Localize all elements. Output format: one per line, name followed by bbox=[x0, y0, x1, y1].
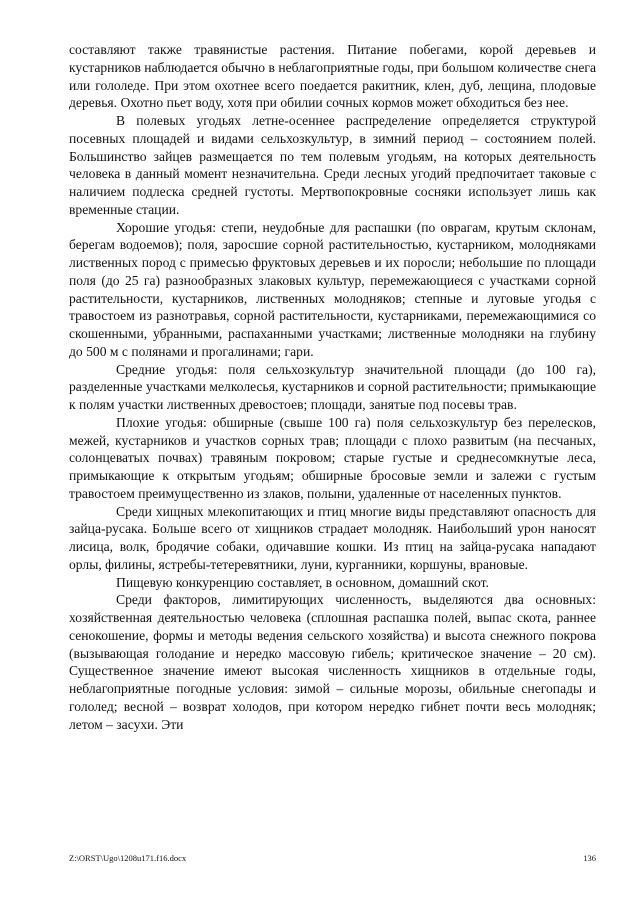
paragraph-limiting-factors: Среди факторов, лимитирующих численность, выделяются два основных: хозяйственная деятельностью человека (сплошная распашка полей, выпас скота, раннее сенокошение, формы и методы ведения сельского хозяйства) и высота снежного покрова (вызывающая голодание и нередко массовую гибель; критическое значение – 20 см). Существенное значение имеют высокая численность хищников в отдельные годы, неблагоприятные погодные условия: зимой – сильные морозы, обильные снегопады и гололед; весной – возврат холодов, при котором нередко гибнет почти весь молодняк; летом – засухи. Эти bbox=[69, 592, 596, 732]
paragraph-competition: Пищевую конкуренцию составляет, в основном, домашний скот. bbox=[116, 574, 489, 590]
paragraph-medium-habitats: Средние угодья: поля сельхозкультур значительной площади (до 100 га), разделенные участками мелколесья, кустарников и сорной растительности; примыкающие к полям участки лиственных древостоев; площади, занятые под посевы трав. bbox=[69, 361, 596, 412]
paragraph-field-distribution: В полевых угодьях летне-осеннее распределение определяется структурой посевных площадей и видами сельхозкультур, в зимний период – состоянием полей. Большинство зайцев размещается по тем полевым угодьям, на которых деятельность человека в данный момент незначительна. Среди лесных угодий предпочитает таковые с наличием подлеска средней густоты. Мертвопокровные сосняки использует лишь как временные стации. bbox=[69, 113, 596, 217]
page-number: 136 bbox=[583, 853, 596, 863]
paragraph-continuation: составляют также травянистые растения. Питание побегами, корой деревьев и кустарников наблюдается обычно в неблагоприятные годы, при большом количестве снега или гололеде. При этом охотнее всего поедается ракитник, клен, дуб, лещина, плодовые деревья. Охотно пьет воду, хотя при обилии сочных кормов может обходиться без нее. bbox=[69, 42, 596, 111]
paragraph-poor-habitats: Плохие угодья: обширные (свыше 100 га) поля сельхозкультур без перелесков, межей, кустарников и участков сорных трав; площади с плохо развитым (на песчаных, солонцеватых почвах) травяным покровом; старые густые и среднесомкнутые леса, примыкающие к открытым угодьям; обширные бросовые земли и залежи с густым травостоем преимущественно из злаков, полыни, удаленные от населенных пунктов. bbox=[69, 414, 596, 501]
file-path: Z:\ORST\Ugo\1208u171.f16.docx bbox=[69, 853, 187, 863]
paragraph-predators: Среди хищных млекопитающих и птиц многие виды представляют опасность для зайца-русака. Больше всего от хищников страдает молодняк. Наибольший урон наносят лисица, волк, бродячие собаки, одичавшие кошки. Из птиц на зайца-русака нападают орлы, филины, ястребы-тетеревятники, луни, курганники, коршуны, врановые. bbox=[69, 503, 596, 572]
page-footer bbox=[69, 853, 596, 863]
body-text bbox=[69, 41, 596, 733]
paragraph-good-habitats: Хорошие угодья: степи, неудобные для распашки (по оврагам, крутым склонам, берегам водоемов); поля, заросшие сорной растительностью, кустарником, молодняками лиственных пород с примесью фруктовых деревьев и их поросли; небольшие по площади поля (до 25 га) разнообразных злаковых культур, перемежающиеся с участками сорной растительности, кустарников, лиственных молодняков; степные и луговые угодья с травостоем из разнотравья, сорной растительности, кустарниками, перемежающимися со скошенными, убранными, распаханными участками; лиственные молодняки на глубину до 500 м с полянами и прогалинами; гари. bbox=[69, 219, 596, 359]
